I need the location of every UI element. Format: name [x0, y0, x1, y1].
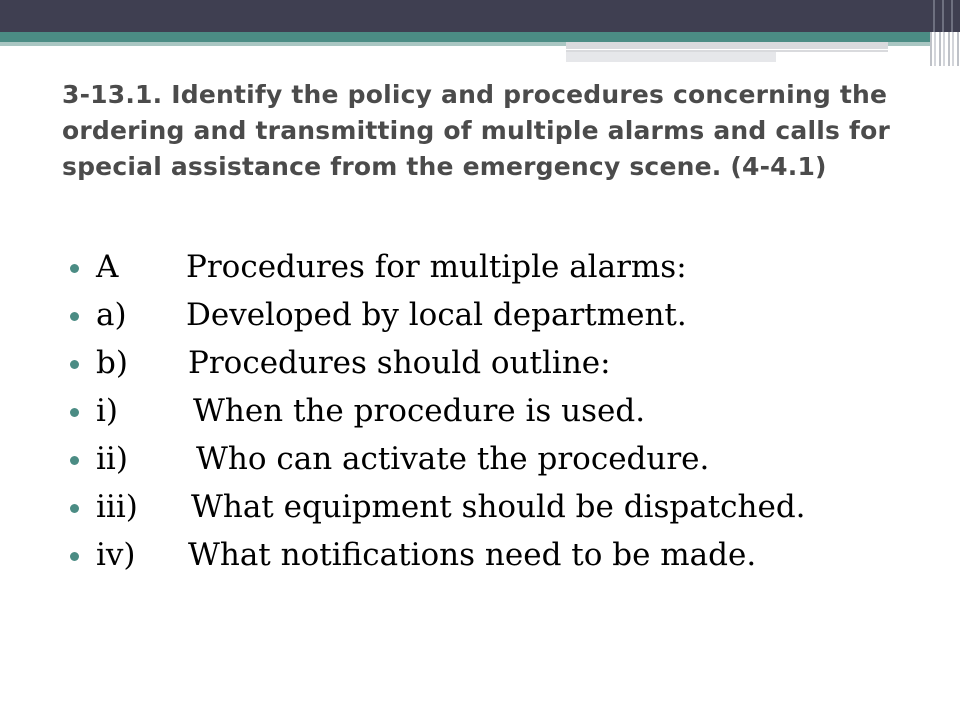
bullet-label: iv) — [96, 537, 136, 573]
header-teal-bar — [0, 32, 930, 42]
bullet-dot-icon — [70, 360, 79, 369]
bullet-dot-icon — [70, 408, 79, 417]
bullet-dot-icon — [70, 264, 79, 273]
bullet-text: Developed by local department. — [186, 297, 687, 333]
bullet-item — [68, 243, 806, 291]
bullet-list — [68, 243, 806, 579]
header-highlight-line — [566, 49, 888, 50]
bullet-label: A — [96, 249, 119, 285]
bullet-label: i) — [96, 393, 119, 429]
bullet-text: Who can activate the procedure. — [196, 441, 710, 477]
header-stripes-dark — [930, 0, 960, 32]
bullet-text: Procedures should outline: — [188, 345, 611, 381]
bullet-dot-icon — [70, 312, 79, 321]
bullet-dot-icon — [70, 456, 79, 465]
bullet-item — [68, 483, 806, 531]
bullet-item — [68, 291, 806, 339]
bullet-item — [68, 387, 806, 435]
bullet-dot-icon — [70, 552, 79, 561]
bullet-item — [68, 435, 806, 483]
bullet-item — [68, 531, 806, 579]
bullet-dot-icon — [70, 504, 79, 513]
header-dark-bar — [0, 0, 960, 32]
header-light-bar-lower — [566, 52, 776, 62]
bullet-text: What notifications need to be made. — [188, 537, 757, 573]
bullet-text: Procedures for multiple alarms: — [186, 249, 687, 285]
slide-title: 3-13.1. Identify the policy and procedures concerning the ordering and transmitting of multiple alarms and calls for special assistance from the emergency scene. (4-4.1) — [62, 80, 890, 181]
header-light-bar — [566, 42, 888, 52]
bullet-label: a) — [96, 297, 127, 333]
bullet-label: b) — [96, 345, 128, 381]
bullet-text: What equipment should be dispatched. — [191, 489, 806, 525]
bullet-item — [68, 339, 806, 387]
bullet-text: When the procedure is used. — [193, 393, 646, 429]
bullet-label: ii) — [96, 441, 128, 477]
bullet-label: iii) — [96, 489, 138, 525]
